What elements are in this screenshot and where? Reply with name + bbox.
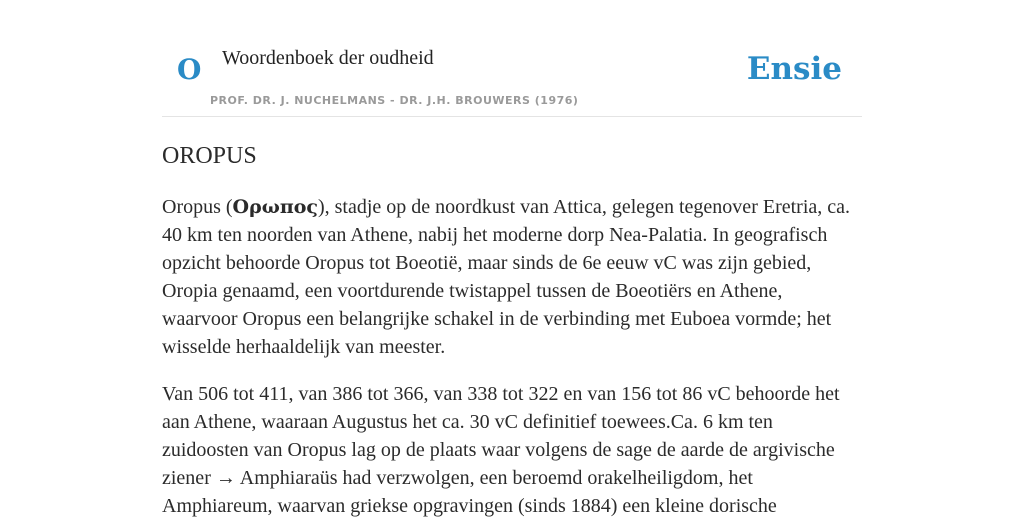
greek-name: Ορωπος	[232, 196, 318, 218]
entry-paragraph-1	[162, 193, 862, 361]
entry-title: OROPUS	[162, 143, 257, 169]
entry-paragraph-2	[162, 380, 862, 520]
paragraph-1-text: ), stadje op de noordkust van Attica, gelegen tegenover Eretria, ca. 40 km ten noorden van Athene, nabij het moderne dorp Nea-Palatia. In geografisch opzicht behoorde Oropus tot Boeotië, maar sinds de 6e eeuw vC was zijn gebied, Oropia genaamd, een voortdurende twistappel tussen de Boeotiërs en Athene, waarvoor Oropus een belangrijke schakel in de verbinding met Euboea vormde; het wisselde herhaaldelijk van meester.	[162, 196, 851, 358]
amphiaraus-cross-reference-link[interactable]: → Amphiaraüs	[215, 467, 338, 489]
book-authors: PROF. DR. J. NUCHELMANS - DR. J.H. BROUWERS (1976)	[210, 94, 579, 107]
paragraph-1-lead: Oropus (	[162, 196, 233, 218]
index-letter[interactable]: O	[177, 53, 202, 86]
entry-body	[162, 193, 862, 520]
paragraph-2-text-before: Van 506 tot 411, van 386 tot 366, van 338 tot 322 en van 156 tot 86 vC behoorde het aan Athene, waaraan Augustus het ca. 30 vC definitief toewees.Ca. 6 km ten zuidoosten van Oropus lag op de plaats waar volgens de sage de aarde de argivische ziener	[162, 383, 840, 489]
paragraph-2-text-after: had verzwolgen, een beroemd orakelheiligdom, het Amphiareum, waarvan griekse opgravingen (sinds 1884) een kleine dorische	[162, 467, 777, 517]
page	[162, 0, 862, 520]
book-title-link[interactable]: Woordenboek der oudheid	[222, 47, 434, 69]
ensie-logo-link[interactable]: Ensie	[746, 51, 842, 87]
header	[162, 0, 862, 117]
